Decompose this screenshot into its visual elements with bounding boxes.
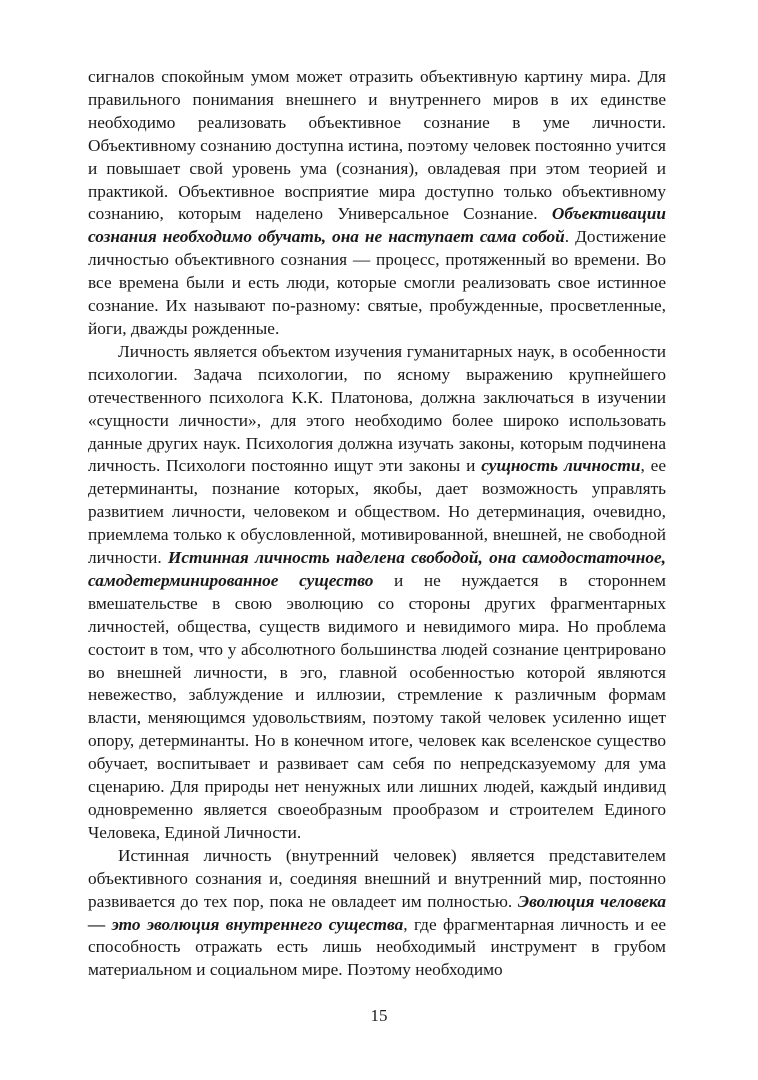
emphasis-run: Истинная личность наделена свободой, она самодостаточное, самодетерминированное существо bbox=[88, 548, 666, 590]
text-run: , где фрагментарная личность и ее способность отражать есть лишь необходимый инструмент в грубом материальном и социальном мире. Поэтому необходимо bbox=[88, 914, 666, 980]
text-run: и не нуждается в стороннем вмешательстве в свою эволюцию со стороны других фрагментарных личностей, общества, существ видимого и невидимого мира. Но проблема состоит в том, что у абсолютного большинства людей сознание центрировано во внешней личности, в эго, главной особенностью которой являются невежество, заблуждение и иллюзии, стремление к различным формам власти, меняющимся удовольствиям, поэтому такой человек усиленно ищет опору, детерминанты. Но в конечном итоге, человек как вселенское существо обучает, воспитывает и развивает сам себя по непредсказуемому для ума сценарию. Для природы нет ненужных или лишних людей, каждый индивид одновременно является своеобразным прообразом и строителем Единого Человека, Единой Личности. bbox=[88, 570, 666, 842]
text-run: . Достижение личностью объективного сознания — процесс, протяженный во времени. Во все времена были и есть люди, которые смогли реализовать свое истинное сознание. Их называют по-разному: святые, пробужденные, просветленные, йоги, дважды рожденные. bbox=[88, 227, 666, 338]
text-run: сигналов спокойным умом может отразить объективную картину мира. Для правильного понимания внешнего и внутреннего миров в их единстве необходимо реализовать объективное сознание в уме личности. Объективному сознанию доступна истина, поэтому человек постоянно учится и повышает свой уровень ума (сознания), овладевая при этом теорией и практикой. Объективное восприятие мира доступно только объективному сознанию, которым наделено Универсальное Сознание. bbox=[88, 67, 666, 224]
emphasis-run: сущность личности bbox=[481, 456, 641, 476]
paragraph-1 bbox=[88, 66, 666, 341]
paragraph-3 bbox=[88, 845, 666, 982]
text-run: Личность является объектом изучения гуманитарных наук, в особенности психологии. Задача психологии, по ясному выражению крупнейшего отечественного психолога К.К. Платонова, должна заключаться в изучении «сущности личности», для этого необходимо более широко использовать данные других наук. Психология должна изучать законы, которым подчинена личность. Психологи постоянно ищут эти законы и bbox=[88, 341, 666, 476]
emphasis-run: Объективации сознания необходимо обучать, она не наступает сама собой bbox=[88, 204, 666, 247]
text-run: , ее детерминанты, познание которых, якобы, дает возможность управлять развитием личности, человеком и обществом. Но детерминация, очевидно, приемлема только к обусловленной, мотивированной, внешней, не свободной личности. bbox=[88, 456, 666, 568]
text-run: Истинная личность (внутренний человек) является представителем объективного сознания и, соединяя внешний и внутренний мир, постоянно развивается до тех пор, пока не овладеет им полностью. bbox=[88, 845, 666, 911]
body-text bbox=[88, 66, 666, 982]
paragraph-2 bbox=[88, 341, 666, 845]
emphasis-run: Эволюция человека — это эволюция внутреннего существа bbox=[88, 891, 666, 934]
page-number: 15 bbox=[370, 1006, 388, 1025]
